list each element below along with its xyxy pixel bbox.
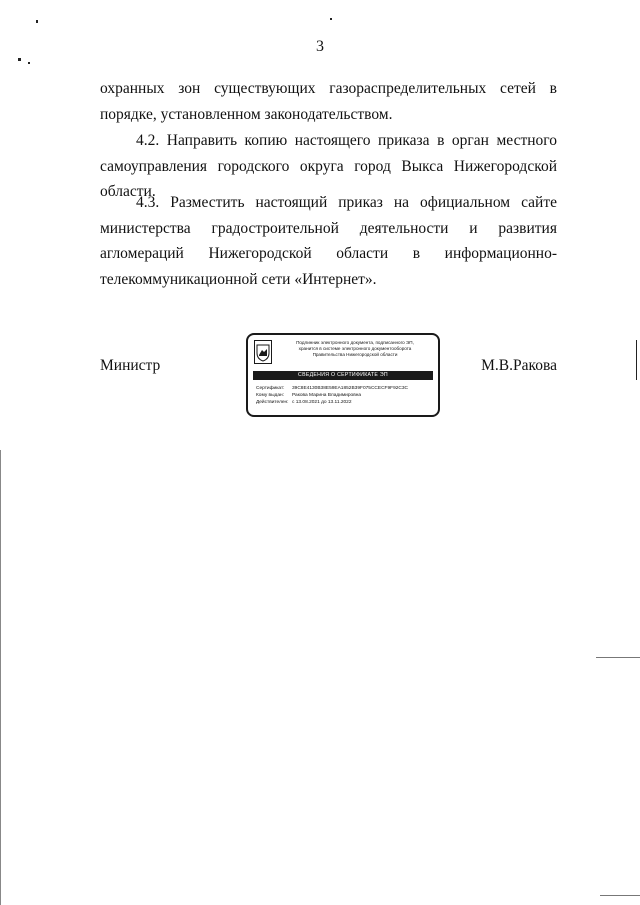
stamp-title-bar: СВЕДЕНИЯ О СЕРТИФИКАТЕ ЭП: [253, 371, 433, 380]
stamp-issued-value: Ракова Марина Владимировна: [292, 393, 362, 398]
page-number: 3: [316, 38, 324, 55]
paragraph-4-3-text: 4.3. Разместить настоящий приказ на официальном сайте министерства градостроительной деятельности и развития агломераций Нижегородской области в информационно-телекоммуникационной сети «Интернет».: [100, 194, 557, 288]
stamp-cert-value: 39C8E4130B38E59EA1852B39F075CCECF9F92C3C: [292, 386, 408, 391]
scan-artifact-line: [596, 657, 640, 658]
stamp-cert-label: Сертификат:: [256, 386, 285, 391]
stamp-cert-row: [256, 385, 436, 392]
stamp-header-line: Подлинник электронного документа, подписанного ЭП,: [296, 340, 414, 345]
stamp-valid-row: [256, 399, 436, 406]
scan-artifact-edge: [636, 340, 637, 380]
scan-artifact-dot: [330, 18, 332, 20]
stamp-details: [256, 385, 436, 406]
paragraph-4-2-text: 4.2. Направить копию настоящего приказа в орган местного самоуправления городского округа город Выкса Нижегородской области.: [100, 132, 557, 200]
scan-artifact-dot: [36, 20, 38, 23]
scan-artifact-dot: [28, 62, 30, 64]
electronic-signature-stamp: [246, 333, 440, 417]
scan-artifact-dot: [18, 58, 21, 61]
paragraph-4-3: [100, 190, 557, 292]
signature-role: Министр: [100, 357, 161, 374]
paragraph-protection-zones: охранных зон существующих газораспределительных сетей в порядке, установленном законодательством.: [100, 80, 557, 123]
scan-artifact-line: [600, 895, 640, 896]
coat-of-arms-icon: [254, 340, 272, 364]
stamp-valid-value: с 13.08.2021 до 13.11.2022: [292, 400, 352, 405]
stamp-valid-label: Действителен:: [256, 400, 289, 405]
stamp-issued-label: Кому выдан:: [256, 393, 284, 398]
stamp-header-text: [274, 340, 436, 358]
stamp-header-line: хранится в системе электронного документооборота: [298, 346, 412, 351]
stamp-issued-row: [256, 392, 436, 399]
stamp-header-line: Правительства Нижегородской области: [312, 352, 398, 357]
scan-artifact-edge: [0, 450, 1, 905]
signature-name: М.В.Ракова: [481, 357, 557, 374]
